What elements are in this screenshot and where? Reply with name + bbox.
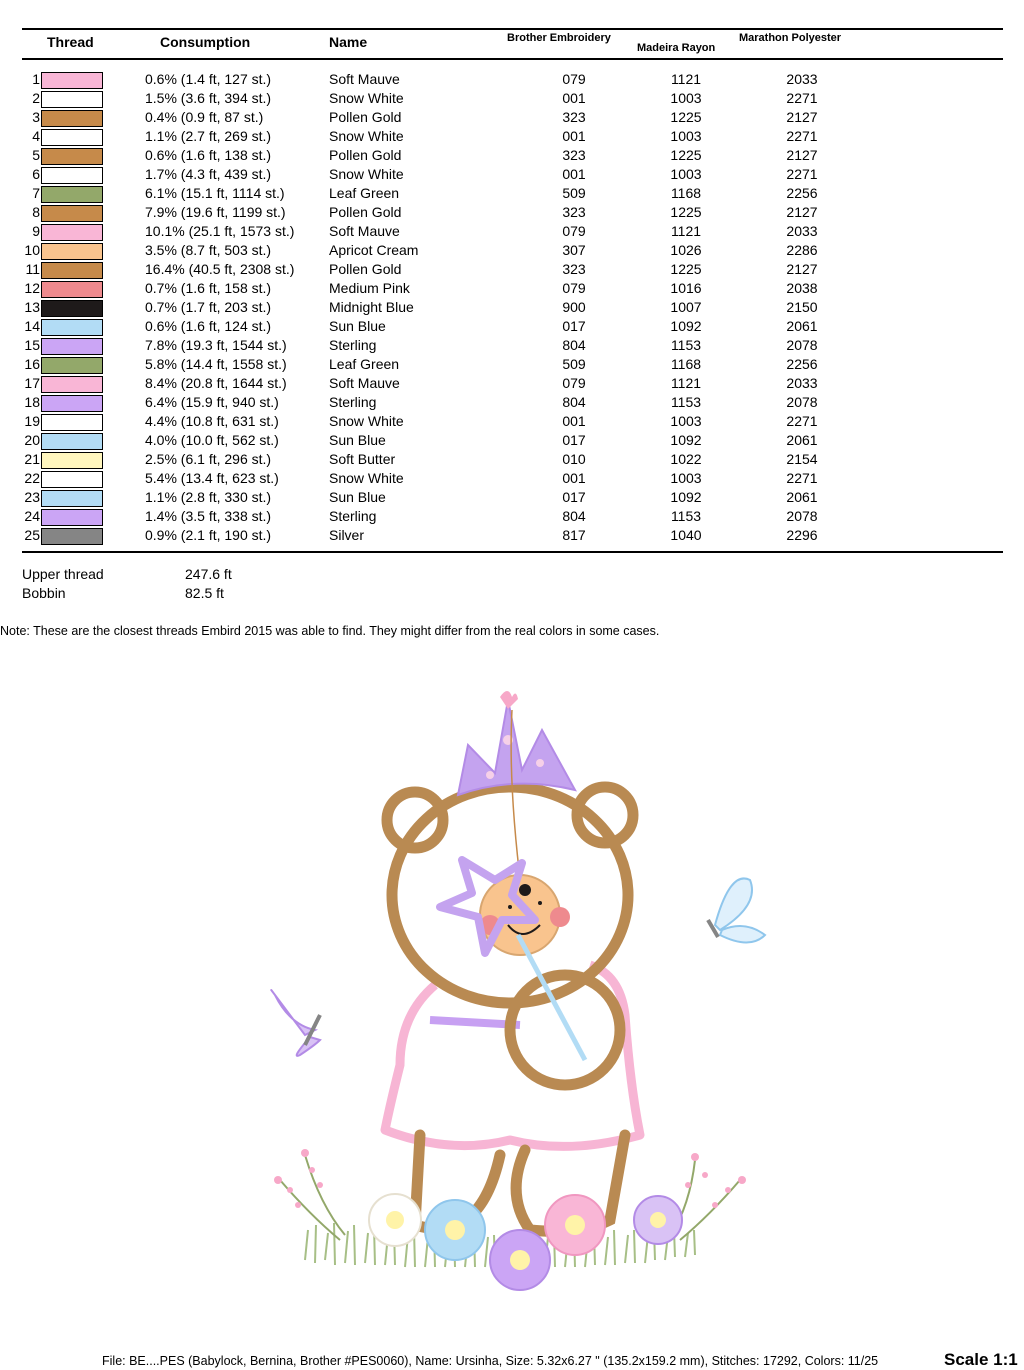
thread-name: Soft Mauve	[329, 223, 400, 239]
thread-consumption: 16.4% (40.5 ft, 2308 st.)	[145, 261, 295, 277]
thread-color-swatch	[41, 433, 103, 450]
thread-consumption: 1.5% (3.6 ft, 394 st.)	[145, 90, 272, 106]
thread-color-swatch	[41, 281, 103, 298]
thread-row	[0, 241, 1024, 260]
marathon-code: 2127	[786, 204, 818, 220]
thread-row	[0, 184, 1024, 203]
thread-name: Sterling	[329, 508, 377, 524]
thread-number: 1	[32, 71, 40, 87]
thread-consumption: 6.1% (15.1 ft, 1114 st.)	[145, 185, 285, 201]
brother-code: 509	[562, 356, 586, 372]
thread-number: 21	[24, 451, 40, 467]
upper-thread-value: 247.6 ft	[185, 566, 232, 582]
brother-code: 017	[562, 432, 586, 448]
madeira-code: 1153	[670, 337, 702, 353]
thread-name: Pollen Gold	[329, 109, 402, 125]
thread-name: Sterling	[329, 337, 377, 353]
brother-code: 323	[562, 261, 586, 277]
thread-color-swatch	[41, 471, 103, 488]
thread-number: 13	[24, 299, 40, 315]
thread-number: 14	[24, 318, 40, 334]
marathon-code: 2271	[786, 128, 818, 144]
thread-row	[0, 165, 1024, 184]
marathon-code: 2127	[786, 109, 818, 125]
thread-row	[0, 412, 1024, 431]
thread-color-swatch	[41, 376, 103, 393]
thread-name: Soft Butter	[329, 451, 396, 467]
thread-number: 25	[24, 527, 40, 543]
thread-number: 20	[24, 432, 40, 448]
thread-consumption: 2.5% (6.1 ft, 296 st.)	[145, 451, 272, 467]
thread-consumption: 0.4% (0.9 ft, 87 st.)	[145, 109, 264, 125]
thread-color-swatch	[41, 243, 103, 260]
thread-color-swatch	[41, 72, 103, 89]
thread-row	[0, 146, 1024, 165]
thread-row	[0, 355, 1024, 374]
thread-name: Leaf Green	[329, 185, 400, 201]
thread-color-swatch	[41, 205, 103, 222]
thread-color-swatch	[41, 300, 103, 317]
marathon-code: 2256	[786, 185, 818, 201]
brother-code: 079	[562, 375, 586, 391]
madeira-code: 1168	[670, 356, 702, 372]
marathon-code: 2154	[786, 451, 818, 467]
thread-number: 24	[24, 508, 40, 524]
marathon-code: 2078	[786, 394, 818, 410]
thread-row	[0, 260, 1024, 279]
thread-name: Apricot Cream	[329, 242, 419, 258]
thread-color-swatch	[41, 528, 103, 545]
thread-number: 22	[24, 470, 40, 486]
marathon-code: 2033	[786, 223, 818, 239]
thread-name: Pollen Gold	[329, 147, 402, 163]
thread-color-swatch	[41, 395, 103, 412]
bobbin-value: 82.5 ft	[185, 585, 224, 601]
thread-consumption: 5.4% (13.4 ft, 623 st.)	[145, 470, 279, 486]
header-bottom-rule	[22, 58, 1003, 60]
thread-row	[0, 317, 1024, 336]
madeira-code: 1016	[670, 280, 702, 296]
thread-color-swatch	[41, 509, 103, 526]
thread-name: Snow White	[329, 90, 404, 106]
thread-color-swatch	[41, 490, 103, 507]
thread-number: 9	[32, 223, 40, 239]
header-marathon: Marathon Polyester	[739, 32, 842, 44]
flower-purple	[490, 1230, 550, 1290]
bobbin-label: Bobbin	[22, 585, 66, 601]
thread-color-swatch	[41, 414, 103, 431]
note-text: Note: These are the closest threads Embird 2015 was able to find. They might differ from the real colors in some cases.	[0, 624, 660, 638]
thread-color-swatch	[41, 224, 103, 241]
thread-number: 2	[32, 90, 40, 106]
thread-consumption: 10.1% (25.1 ft, 1573 st.)	[145, 223, 295, 239]
madeira-code: 1092	[670, 489, 702, 505]
marathon-code: 2061	[786, 432, 818, 448]
thread-row	[0, 336, 1024, 355]
brother-code: 804	[562, 337, 586, 353]
thread-row	[0, 431, 1024, 450]
flower-lavender	[634, 1196, 682, 1244]
madeira-code: 1168	[670, 185, 702, 201]
thread-name: Soft Mauve	[329, 71, 400, 87]
thread-row	[0, 203, 1024, 222]
thread-row	[0, 279, 1024, 298]
thread-row	[0, 526, 1024, 545]
madeira-code: 1026	[670, 242, 702, 258]
marathon-code: 2033	[786, 375, 818, 391]
header-thread: Thread	[47, 34, 94, 50]
madeira-code: 1225	[670, 147, 702, 163]
madeira-code: 1121	[670, 375, 702, 391]
thread-name: Snow White	[329, 128, 404, 144]
thread-consumption: 0.6% (1.6 ft, 124 st.)	[145, 318, 272, 334]
madeira-code: 1225	[670, 261, 702, 277]
thread-color-swatch	[41, 110, 103, 127]
madeira-code: 1092	[670, 318, 702, 334]
thread-consumption: 7.8% (19.3 ft, 1544 st.)	[145, 337, 287, 353]
thread-consumption: 7.9% (19.6 ft, 1199 st.)	[145, 204, 286, 220]
thread-consumption: 0.6% (1.6 ft, 138 st.)	[145, 147, 272, 163]
brother-code: 001	[562, 90, 586, 106]
brother-code: 017	[562, 489, 586, 505]
thread-row	[0, 393, 1024, 412]
thread-number: 23	[24, 489, 40, 505]
brother-code: 323	[562, 147, 586, 163]
madeira-code: 1003	[670, 413, 702, 429]
thread-row	[0, 70, 1024, 89]
thread-row	[0, 89, 1024, 108]
thread-row	[0, 298, 1024, 317]
header-top-rule	[22, 28, 1003, 30]
thread-color-swatch	[41, 338, 103, 355]
thread-color-swatch	[41, 262, 103, 279]
thread-name: Leaf Green	[329, 356, 400, 372]
thread-consumption: 4.4% (10.8 ft, 631 st.)	[145, 413, 279, 429]
thread-name: Medium Pink	[329, 280, 410, 296]
marathon-code: 2271	[786, 90, 818, 106]
thread-row	[0, 108, 1024, 127]
thread-consumption: 1.7% (4.3 ft, 439 st.)	[145, 166, 272, 182]
header-madeira: Madeira Rayon	[637, 42, 716, 54]
marathon-code: 2061	[786, 489, 818, 505]
madeira-code: 1003	[670, 166, 702, 182]
thread-row	[0, 507, 1024, 526]
brother-code: 900	[562, 299, 586, 315]
thread-name: Midnight Blue	[329, 299, 414, 315]
thread-consumption: 0.9% (2.1 ft, 190 st.)	[145, 527, 272, 543]
thread-number: 17	[24, 375, 40, 391]
madeira-code: 1121	[670, 223, 702, 239]
madeira-code: 1121	[670, 71, 702, 87]
bear-outline	[387, 787, 633, 1231]
upper-thread-label: Upper thread	[22, 566, 104, 582]
scale-label: Scale 1:1	[944, 1350, 1018, 1369]
thread-color-swatch	[41, 319, 103, 336]
madeira-code: 1007	[670, 299, 702, 315]
marathon-code: 2127	[786, 261, 818, 277]
thread-consumption: 3.5% (8.7 ft, 503 st.)	[145, 242, 272, 258]
table-bottom-rule	[22, 551, 1003, 553]
thread-number: 4	[32, 128, 40, 144]
marathon-code: 2271	[786, 413, 818, 429]
thread-row	[0, 374, 1024, 393]
thread-number: 8	[32, 204, 40, 220]
marathon-code: 2286	[786, 242, 818, 258]
madeira-code: 1153	[670, 394, 702, 410]
crown	[458, 691, 575, 795]
brother-code: 079	[562, 280, 586, 296]
marathon-code: 2127	[786, 147, 818, 163]
thread-consumption: 4.0% (10.0 ft, 562 st.)	[145, 432, 279, 448]
thread-name: Sun Blue	[329, 432, 386, 448]
marathon-code: 2061	[786, 318, 818, 334]
thread-row	[0, 127, 1024, 146]
thread-color-swatch	[41, 167, 103, 184]
madeira-code: 1225	[670, 109, 702, 125]
thread-number: 3	[32, 109, 40, 125]
brother-code: 323	[562, 204, 586, 220]
thread-row	[0, 222, 1024, 241]
thread-color-swatch	[41, 148, 103, 165]
thread-row	[0, 469, 1024, 488]
thread-number: 6	[32, 166, 40, 182]
thread-row	[0, 488, 1024, 507]
thread-name: Soft Mauve	[329, 375, 400, 391]
thread-number: 18	[24, 394, 40, 410]
thread-name: Sun Blue	[329, 489, 386, 505]
madeira-code: 1092	[670, 432, 702, 448]
thread-consumption: 5.8% (14.4 ft, 1558 st.)	[145, 356, 287, 372]
marathon-code: 2296	[786, 527, 818, 543]
brother-code: 323	[562, 109, 586, 125]
madeira-code: 1225	[670, 204, 702, 220]
brother-code: 804	[562, 508, 586, 524]
thread-name: Sterling	[329, 394, 377, 410]
marathon-code: 2033	[786, 71, 818, 87]
marathon-code: 2256	[786, 356, 818, 372]
flower-blue	[425, 1200, 485, 1260]
thread-number: 15	[24, 337, 40, 353]
brother-code: 804	[562, 394, 586, 410]
thread-consumption: 1.4% (3.5 ft, 338 st.)	[145, 508, 272, 524]
thread-number: 19	[24, 413, 40, 429]
marathon-code: 2078	[786, 337, 818, 353]
thread-name: Snow White	[329, 166, 404, 182]
thread-name: Snow White	[329, 413, 404, 429]
thread-number: 10	[24, 242, 40, 258]
thread-number: 11	[25, 261, 40, 277]
brother-code: 509	[562, 185, 586, 201]
flower-buds	[274, 1149, 746, 1208]
thread-consumption: 0.7% (1.6 ft, 158 st.)	[145, 280, 272, 296]
thread-consumption: 1.1% (2.7 ft, 269 st.)	[145, 128, 272, 144]
thread-color-swatch	[41, 91, 103, 108]
madeira-code: 1003	[670, 470, 702, 486]
thread-number: 16	[24, 356, 40, 372]
marathon-code: 2038	[786, 280, 818, 296]
thread-color-swatch	[41, 186, 103, 203]
thread-consumption: 8.4% (20.8 ft, 1644 st.)	[145, 375, 287, 391]
madeira-code: 1022	[670, 451, 702, 467]
header-brother: Brother Embroidery	[507, 32, 611, 44]
brother-code: 010	[562, 451, 586, 467]
thread-color-swatch	[41, 357, 103, 374]
thread-color-swatch	[41, 452, 103, 469]
thread-name: Snow White	[329, 470, 404, 486]
flower-white	[369, 1194, 421, 1246]
brother-code: 817	[562, 527, 586, 543]
flower-pink	[545, 1195, 605, 1255]
butterfly-right	[708, 878, 765, 942]
brother-code: 017	[562, 318, 586, 334]
thread-number: 7	[32, 185, 40, 201]
thread-number: 12	[24, 280, 40, 296]
thread-consumption: 0.6% (1.4 ft, 127 st.)	[145, 71, 272, 87]
brother-code: 001	[562, 128, 586, 144]
thread-consumption: 0.7% (1.7 ft, 203 st.)	[145, 299, 272, 315]
thread-name: Silver	[329, 527, 365, 543]
file-info-footer: File: BE....PES (Babylock, Bernina, Brother #PES0060), Name: Ursinha, Size: 5.32x6.27 " (135.2x159.2 mm), Stitches: 17292, Colors: 11/25	[102, 1354, 879, 1368]
thread-row	[0, 450, 1024, 469]
thread-name: Pollen Gold	[329, 261, 402, 277]
madeira-code: 1040	[670, 527, 702, 543]
marathon-code: 2271	[786, 470, 818, 486]
madeira-code: 1153	[670, 508, 702, 524]
marathon-code: 2150	[786, 299, 818, 315]
madeira-code: 1003	[670, 90, 702, 106]
brother-code: 079	[562, 71, 586, 87]
marathon-code: 2271	[786, 166, 818, 182]
thread-number: 5	[32, 147, 40, 163]
thread-consumption: 6.4% (15.9 ft, 940 st.)	[145, 394, 279, 410]
thread-name: Sun Blue	[329, 318, 386, 334]
brother-code: 001	[562, 166, 586, 182]
brother-code: 079	[562, 223, 586, 239]
header-consumption: Consumption	[160, 34, 251, 50]
embroidery-design-preview	[250, 685, 770, 1305]
butterfly-left	[271, 990, 320, 1056]
thread-name: Pollen Gold	[329, 204, 402, 220]
brother-code: 001	[562, 470, 586, 486]
thread-consumption: 1.1% (2.8 ft, 330 st.)	[145, 489, 272, 505]
header-name: Name	[329, 34, 368, 50]
brother-code: 307	[562, 242, 586, 258]
brother-code: 001	[562, 413, 586, 429]
marathon-code: 2078	[786, 508, 818, 524]
madeira-code: 1003	[670, 128, 702, 144]
thread-color-swatch	[41, 129, 103, 146]
